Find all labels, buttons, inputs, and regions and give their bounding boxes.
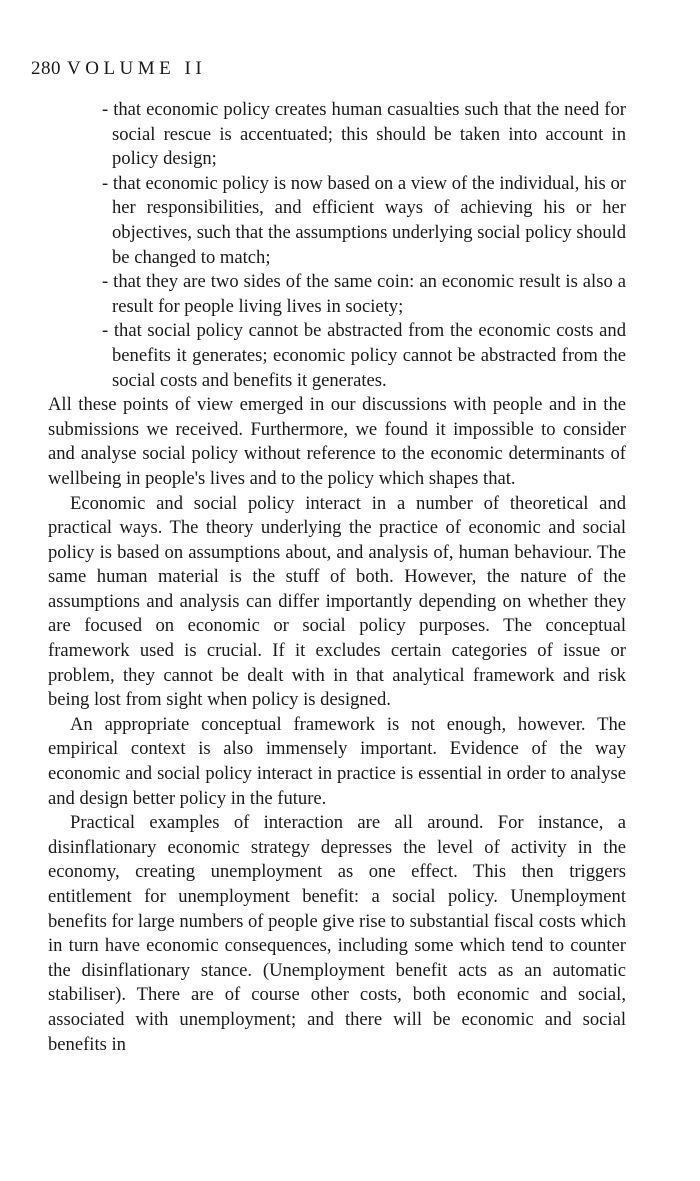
paragraph: An appropriate conceptual framework is not enough, however. The empirical context is also immensely important. Evidence of the way economic and social policy interact in practice is essential in order to analyse and design better policy in the future. [48, 713, 626, 809]
paragraph: Practical examples of interaction are all around. For instance, a disinflationary economic strategy depresses the level of activity in the economy, creating unemployment as one effect. This then triggers entitlement for unemployment benefit: a social policy. Unemployment benefits for large numbers of people give rise to substantial fiscal costs which in turn have economic consequences, including some which tend to counter the disinflationary stance. (Unemployment benefit acts as an automatic stabiliser). There are of course other costs, both economic and social, associated with unemployment; and there will be economic and social benefits in [48, 812, 626, 1055]
bullet-item: - that they are two sides of the same coin: an economic result is also a result for people living lives in society; [102, 271, 626, 317]
bullet-item: - that economic policy is now based on a view of the individual, his or her responsibilities, and efficient ways of achieving his or her objectives, such that the assumptions underlying social policy should be changed to match; [102, 172, 626, 268]
running-header [31, 58, 206, 80]
page-body [48, 98, 626, 1057]
paragraph: All these points of view emerged in our discussions with people and in the submissions we received. Furthermore, we found it impossible to consider and analyse social policy without reference to the economic determinants of wellbeing in people's lives and to the policy which shapes that. [48, 394, 626, 489]
bullet-item: - that social policy cannot be abstracted from the economic costs and benefits it generates; economic policy cannot be abstracted from the social costs and benefits it generates. [102, 320, 626, 391]
paragraph: Economic and social policy interact in a number of theoretical and practical ways. The theory underlying the practice of economic and social policy is based on assumptions about, and analysis of, human behaviour. The same human material is the stuff of both. However, the nature of the assumptions and analysis can differ importantly depending on whether they are focused on economic or social policy purposes. The conceptual framework used is crucial. If it excludes certain categories of issue or problem, they cannot be dealt with in that analytical framework and risk being lost from sight when policy is designed. [48, 492, 626, 711]
page-number: 280 [31, 58, 61, 79]
volume-label: VOLUME II [67, 58, 207, 79]
bullet-item: - that economic policy creates human casualties such that the need for social rescue is accentuated; this should be taken into account in policy design; [102, 99, 626, 170]
